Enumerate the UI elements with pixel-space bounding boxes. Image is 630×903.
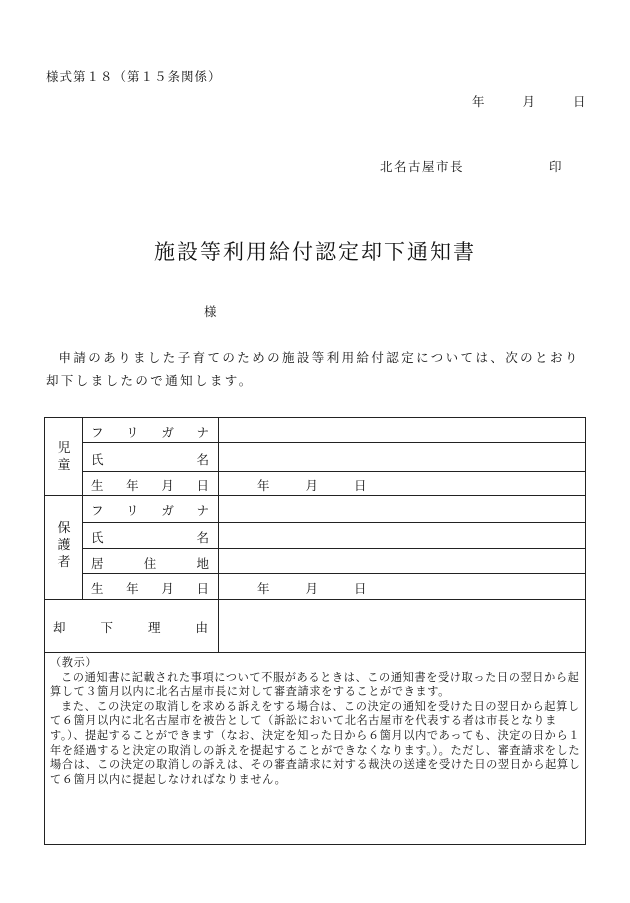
appeal-notice [50,656,582,787]
document-title: 施設等利用給付認定却下通知書 [154,240,476,264]
col-divider [218,418,219,652]
child-group-label: 児童 [57,441,71,473]
guardian-name-label: 氏 名 [91,530,209,545]
child-name-label: 氏 名 [91,452,209,467]
row-divider [82,573,586,574]
child-furigana-label: フ リ ガ ナ [91,425,209,440]
section-divider [45,495,586,496]
body-text: 申請のありました子育てのための施設等利用給付認定については、次のとおり却下しましたので通知します。 [46,350,580,388]
row-divider [82,442,586,443]
guardian-birth-label: 生 年 月 日 [91,581,209,596]
rejection-reason-label: 却 下 理 由 [53,620,208,635]
date-month: 月 [522,94,536,109]
row-divider [82,522,586,523]
child-birth-label: 生 年 月 日 [91,478,209,493]
form-code: 様式第１８（第１５条関係） [46,69,222,84]
notice-heading: （教示） [50,656,98,669]
section-divider [45,652,586,653]
seal-mark: 印 [549,159,562,174]
issuer: 北名古屋市長 [380,159,465,174]
col-divider [82,418,83,599]
addressee-suffix: 様 [204,304,217,319]
notice-paragraph-2: また、この決定の取消しを求める訴えをする場合は、この決定の通知を受けた日の翌日から起算して６箇月以内に北名古屋市を被告として（訴訟において北名古屋市を代表する者は市長となります。）、提起することができます（なお、決定を知った日から６箇月以内であっても、決定の日から１年を経過すると決定の取消しの訴えを提起することができなくなります。）。ただし、審査請求をした場合は、この決定の取消しの訴えは、その審査請求に対する裁決の送達を受けた日の翌日から起算して６箇月以内に提起しなければなりません。 [50,699,581,786]
date-year: 年 [472,94,485,109]
issue-date [472,92,586,110]
row-divider [82,471,586,472]
guardian-birth-value: 年 月 日 [257,581,367,596]
child-birth-value: 年 月 日 [257,478,367,493]
section-divider [45,599,586,600]
guardian-address-label: 居 住 地 [91,556,209,571]
notice-paragraph-1: この通知書に記載された事項について不服があるときは、この通知書を受け取った日の翌日から起算して３箇月以内に北名古屋市長に対して審査請求をすることができます。 [50,670,580,699]
date-day: 日 [573,94,586,109]
guardian-furigana-label: フ リ ガ ナ [91,503,209,518]
guardian-group-label: 保護者 [57,521,71,570]
row-divider [82,548,586,549]
